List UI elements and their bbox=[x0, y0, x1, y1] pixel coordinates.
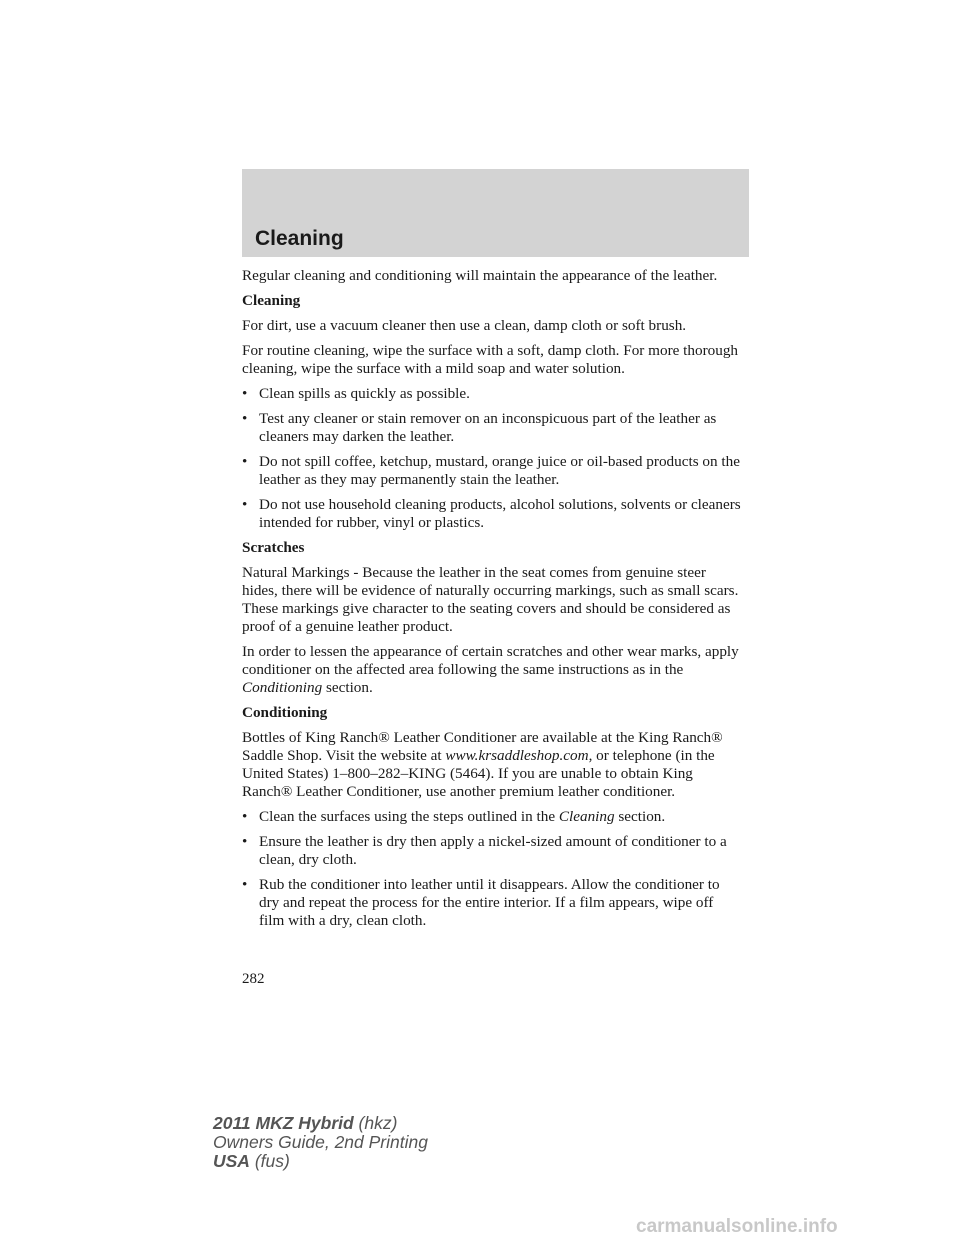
cleaning-bullet-list bbox=[242, 385, 742, 532]
registered-mark: ® bbox=[711, 729, 723, 746]
cleaning-paragraph-2: For routine cleaning, wipe the surface with a soft, damp cloth. For more thorough cleaning, wipe the surface with a mild soap and water solution. bbox=[242, 342, 739, 377]
list-item-text: Do not spill coffee, ketchup, mustard, orange juice or oil-based products on the leather as they may permanently stain the leather. bbox=[259, 453, 740, 488]
conditioning-bullet-list bbox=[242, 808, 742, 930]
watermark: carmanualsonline.info bbox=[636, 1216, 838, 1237]
section-title: Cleaning bbox=[255, 227, 344, 250]
document-footer bbox=[213, 1114, 428, 1171]
list-item bbox=[242, 453, 742, 489]
section-header-band bbox=[242, 169, 749, 257]
registered-mark: ® bbox=[280, 783, 293, 800]
bullet-icon: • bbox=[242, 833, 248, 850]
list-item bbox=[242, 833, 742, 869]
cleaning-reference: Cleaning bbox=[558, 808, 615, 825]
conditioning-paragraph: Bottles of King Ranch® Leather Conditioner are available at the King Ranch® Saddle Shop. Visit the website at www.krsaddleshop.com, or telephone (in the United States) 1–800–282–KING (5464). If you are unable to obtain King Ranch® Leather Conditioner, use another premium leather conditioner. bbox=[242, 729, 723, 800]
conditioning-heading: Conditioning bbox=[242, 704, 328, 721]
list-item-text: Ensure the leather is dry then apply a nickel-sized amount of conditioner to a clean, dry cloth. bbox=[259, 833, 727, 868]
footer-line-2: Owners Guide, 2nd Printing bbox=[213, 1132, 428, 1152]
footer-line-3: USA (fus) bbox=[213, 1151, 290, 1171]
page-number: 282 bbox=[242, 971, 265, 987]
list-item-text: Do not use household cleaning products, alcohol solutions, solvents or cleaners intended for rubber, vinyl or plastics. bbox=[259, 496, 741, 531]
list-item-text: Test any cleaner or stain remover on an inconspicuous part of the leather as cleaners may darken the leather. bbox=[259, 410, 717, 445]
cleaning-paragraph-1: For dirt, use a vacuum cleaner then use a clean, damp cloth or soft brush. bbox=[242, 317, 687, 334]
list-item-text: Rub the conditioner into leather until it disappears. Allow the conditioner to dry and repeat the process for the entire interior. If a film appears, wipe off film with a dry, clean cloth. bbox=[259, 876, 720, 929]
list-item-text: Clean spills as quickly as possible. bbox=[259, 385, 470, 402]
website-url: www.krsaddleshop.com bbox=[445, 747, 589, 764]
bullet-icon: • bbox=[242, 410, 248, 427]
footer-line-1: 2011 MKZ Hybrid (hkz) bbox=[213, 1113, 398, 1133]
list-item bbox=[242, 496, 742, 532]
list-item bbox=[242, 385, 742, 403]
page-content bbox=[242, 267, 742, 937]
intro-paragraph: Regular cleaning and conditioning will maintain the appearance of the leather. bbox=[242, 267, 718, 284]
list-item bbox=[242, 410, 742, 446]
cleaning-heading: Cleaning bbox=[242, 292, 301, 309]
scratches-paragraph-2: In order to lessen the appearance of certain scratches and other wear marks, apply conditioner on the affected area following the same instructions as in the Conditioning section. bbox=[242, 643, 739, 696]
bullet-icon: • bbox=[242, 453, 248, 470]
bullet-icon: • bbox=[242, 808, 248, 825]
registered-mark: ® bbox=[378, 729, 390, 746]
bullet-icon: • bbox=[242, 385, 248, 402]
conditioning-reference: Conditioning bbox=[242, 679, 323, 696]
scratches-paragraph-1: Natural Markings - Because the leather in the seat comes from genuine steer hides, there will be evidence of naturally occurring markings, such as small scars. These markings give character to the seating covers and should be considered as proof of a genuine leather product. bbox=[242, 564, 739, 635]
bullet-icon: • bbox=[242, 876, 248, 893]
list-item bbox=[242, 876, 742, 930]
list-item: • Clean the surfaces using the steps outlined in the Cleaning section. bbox=[242, 808, 666, 825]
bullet-icon: • bbox=[242, 496, 248, 513]
scratches-heading: Scratches bbox=[242, 539, 305, 556]
